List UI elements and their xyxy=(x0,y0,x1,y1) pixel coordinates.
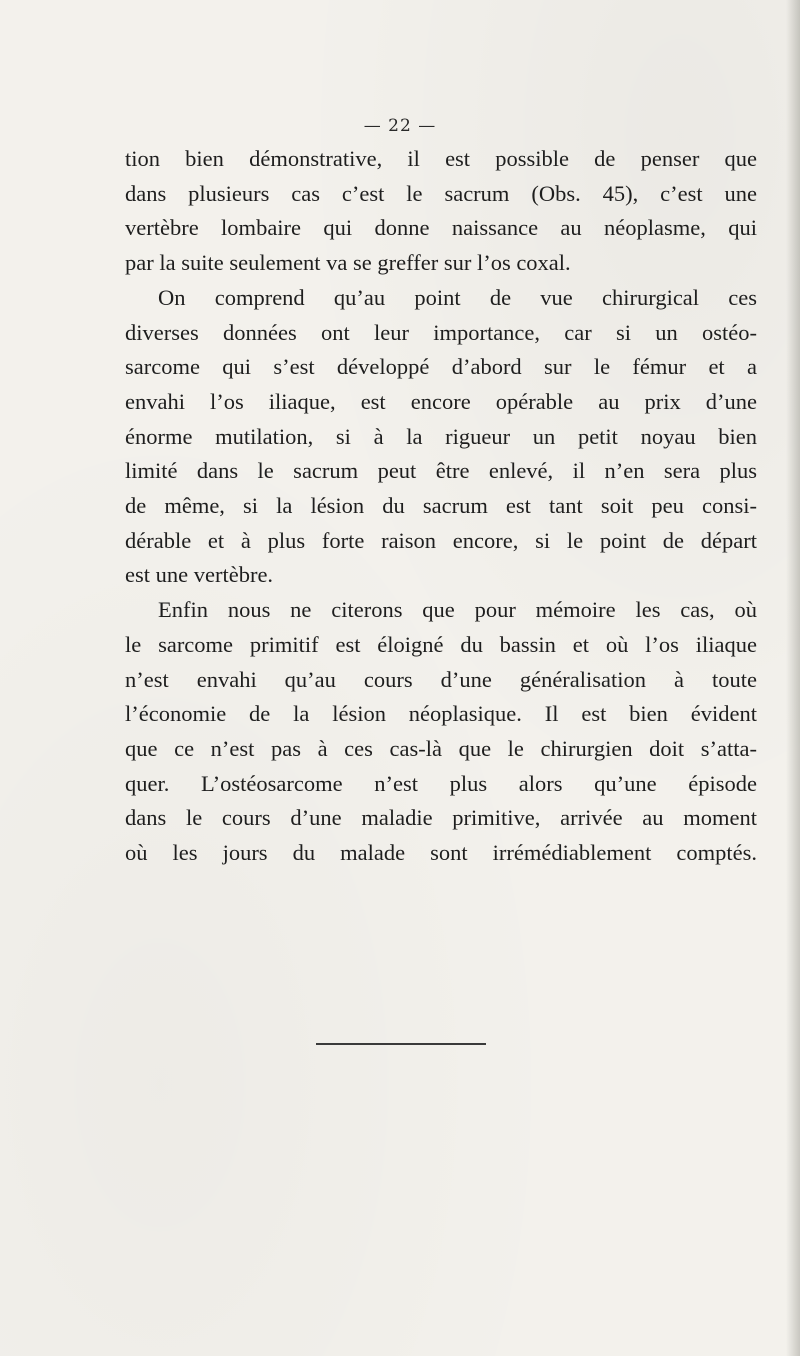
page-number: — 22 — xyxy=(363,116,437,136)
text-line: l’économie de la lésion néoplasique. Il est bien évident xyxy=(125,701,757,727)
text-line: le sarcome primitif est éloigné du bassin et où l’os iliaque xyxy=(125,631,757,657)
text-line: On comprend qu’au point de vue chirurgical ces xyxy=(158,284,757,310)
text-line: vertèbre lombaire qui donne naissance au néoplasme, qui xyxy=(125,215,757,241)
text-line: diverses données ont leur importance, car si un ostéo- xyxy=(125,319,757,345)
text-line: limité dans le sacrum peut être enlevé, il n’en sera plus xyxy=(125,458,757,484)
text-line: où les jours du malade sont irrémédiablement comptés. xyxy=(125,840,757,866)
section-end-rule xyxy=(316,1043,486,1045)
text-line: dérable et à plus forte raison encore, si le point de départ xyxy=(125,527,757,553)
text-line: dans plusieurs cas c’est le sacrum (Obs. 45), c’est une xyxy=(125,180,757,206)
page-edge-shadow xyxy=(786,0,800,1356)
text-line: quer. L’ostéosarcome n’est plus alors qu’une épisode xyxy=(125,770,757,796)
text-line: sarcome qui s’est développé d’abord sur le fémur et a xyxy=(125,354,757,380)
text-line: de même, si la lésion du sacrum est tant soit peu consi- xyxy=(125,493,757,519)
text-line: tion bien démonstrative, il est possible de penser que xyxy=(125,146,757,171)
text-line: par la suite seulement va se greffer sur l’os coxal. xyxy=(125,250,571,276)
text-line: que ce n’est pas à ces cas-là que le chirurgien doit s’atta- xyxy=(125,735,757,761)
text-line: n’est envahi qu’au cours d’une généralisation à toute xyxy=(125,666,757,692)
body-text xyxy=(125,142,757,871)
text-line: dans le cours d’une maladie primitive, arrivée au moment xyxy=(125,805,757,831)
text-line: Enfin nous ne citerons que pour mémoire les cas, où xyxy=(158,597,757,623)
text-line: énorme mutilation, si à la rigueur un petit noyau bien xyxy=(125,423,757,449)
text-line: est une vertèbre. xyxy=(125,562,274,588)
text-line: envahi l’os iliaque, est encore opérable au prix d’une xyxy=(125,388,757,414)
